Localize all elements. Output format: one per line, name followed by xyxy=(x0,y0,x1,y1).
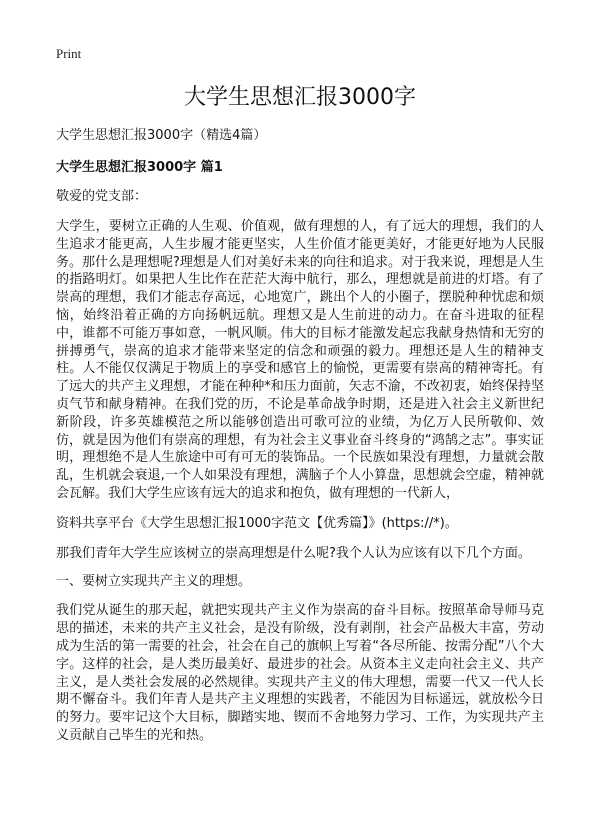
page-title: 大学生思想汇报3000字 xyxy=(184,85,416,110)
paragraph-ideals: 大学生，要树立正确的人生观、价值观，做有理想的人，有了远大的理想，我们的人生追求才能更高，人生步履才能更坚实，人生价值才能更美好，才能更好地为人民服务。那什么是理想呢?理想是人们对美好未来的向往和追求。对于我来说，理想是人生的指路明灯。如果把人生比作在茫茫大海中航行，那么，理想就是前进的灯塔。有了崇高的理想，我们才能志存高远，心地宽广，跳出个人的小圈子，摆脱种种忧虑和烦恼，始终沿着正确的方向扬帆远航。理想又是人生前进的动力。在奋斗进取的征程中，谁都不可能万事如意，一帆风顺。伟大的目标才能激发起忘我献身热情和无穷的拼搏勇气，崇高的追求才能带来坚定的信念和顽强的毅力。理想还是人生的精神支柱。人不能仅仅满足于物质上的享受和感官上的愉悦，更需要有崇高的精神寄托。有了远大的共产主义理想，才能在种种*和压力面前，矢志不渝，不改初衷，始终保持坚贞气节和献身精神。在我们党的历，不论是革命战争时期，还是进入社会主义新世纪新阶段，许多英雄模范之所以能够创造出可歌可泣的业绩，为亿万人民所敬仰、效仿，就是因为他们有崇高的理想，有为社会主义事业奋斗终身的“鸿鹄之志”。事实证明，理想绝不是人生旅途中可有可无的装饰品。一个民族如果没有理想，力量就会散乱，生机就会衰退,一个人如果没有理想，满脑子个人小算盘，思想就会空虚，精神就会瓦解。我们大学生应该有远大的追求和抱负，做有理想的一代新人， xyxy=(56,219,544,501)
print-label: Print xyxy=(56,46,82,61)
point-heading-communism: 一、要树立实现共产主义的理想。 xyxy=(56,573,252,589)
salutation: 敬爱的党支部： xyxy=(56,189,148,204)
paragraph-communism: 我们党从诞生的那天起，就把实现共产主义作为崇高的奋斗目标。按照革命导师马克思的描述，未来的共产主义社会，是没有阶级，没有剥削，社会产品极大丰富，劳动成为生活的第一需要的社会，社会在自己的旗帜上写着“各尽所能、按需分配”八个大字。这样的社会，是人类历最美好、最进步的社会。从资本主义走向社会主义、共产主义，是人类社会发展的必然规律。实现共产主义的伟大理想，需要一代又一代人长期不懈奋斗。我们年青人是共产主义理想的实践者，不能因为目标遥远，就放松今日的努力。要牢记这个大目标，脚踏实地、锲而不舍地努力学习、工作，为实现共产主义贡献自己毕生的光和热。 xyxy=(56,603,544,743)
subtitle: 大学生思想汇报3000字（精选4篇） xyxy=(56,128,267,143)
share-link[interactable]: 资料共享平台《大学生思想汇报1000字范文【优秀篇】》(https://*)。 xyxy=(56,515,458,531)
paragraph-question: 那我们青年大学生应该树立的崇高理想是什么呢?我个人认为应该有以下几个方面。 xyxy=(56,545,531,561)
section-heading: 大学生思想汇报3000字 篇1 xyxy=(56,160,223,175)
